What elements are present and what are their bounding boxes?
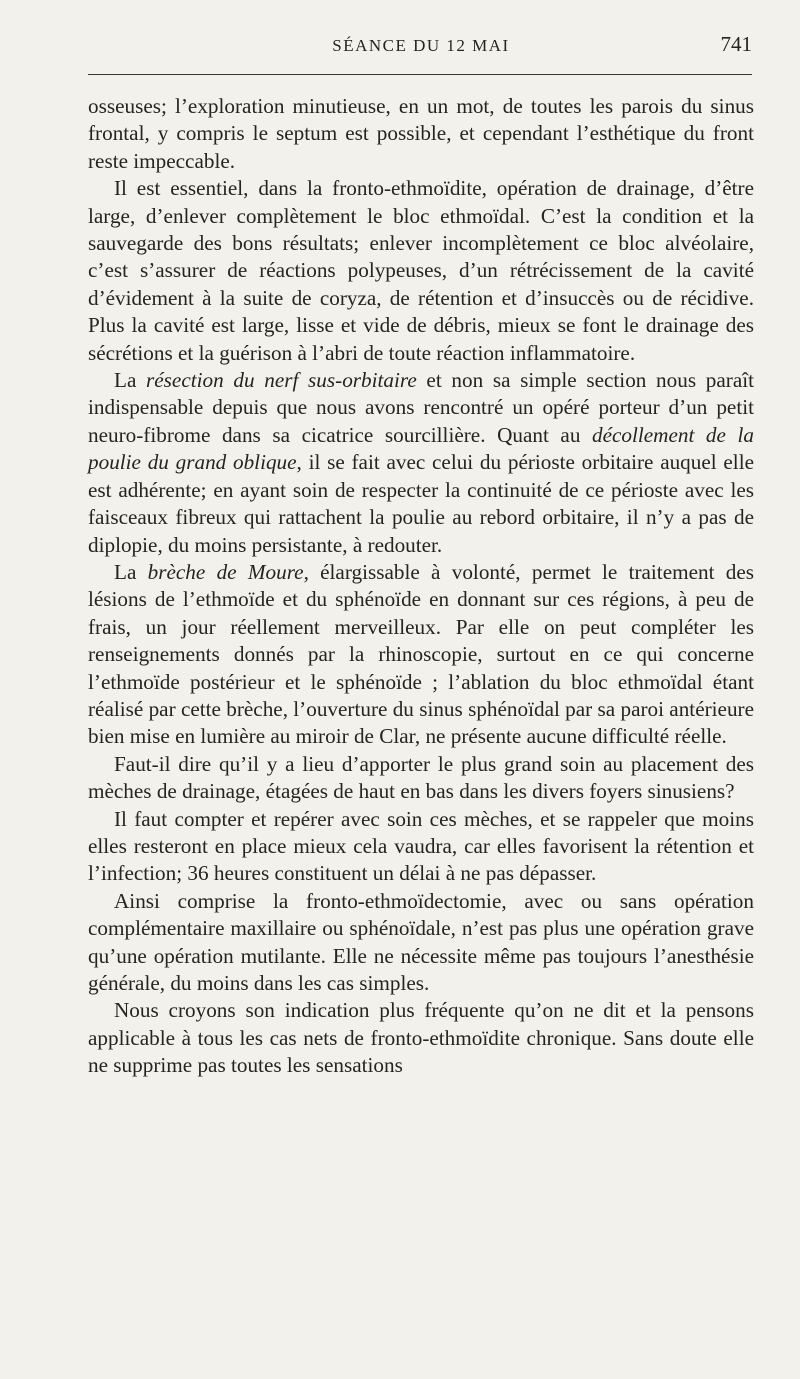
page-number: 741 [720,32,752,56]
paragraph [88,751,754,806]
text-run: et non sa simple section nous paraît indispensable depuis que nous avons rencontré un opéré porteur d’un petit neuro-fibrome dans sa cicatrice sourcillière. Quant au [88,368,754,447]
text-run: osseuses; l’exploration minutieuse, en un mot, de toutes les parois du sinus frontal, y compris le septum est possible, et cependant l’esthétique du front reste impeccable. [88,94,754,173]
text-run: Faut-il dire qu’il y a lieu d’apporter le plus grand soin au placement des mèches de drainage, étagées de haut en bas dans les divers foyers sinusiens? [88,751,754,804]
paragraph [88,888,754,998]
text-run: , élargissable à volonté, permet le traitement des lésions de l’ethmoïde et du sphénoïde en donnant sur ces régions, à peu de frais, un jour réellement merveilleux. Par elle on peut compléter les renseignements donnés par la rhinoscopie, surtout en ce qui concerne l’ethmoïde postérieur et le sphénoïde ; l’ablation du bloc ethmoïdal étant réalisé par cette brèche, l’ouverture du sinus sphénoïdal par sa paroi antérieure bien mise en lumière au miroir de Clar, ne présente aucune difficulté réelle. [88,559,754,749]
text-run: Il est essentiel, dans la fronto-ethmoïdite, opération de drainage, d’être large, d’enlever complètement le bloc ethmoïdal. C’est la condition et la sauvegarde des bons résultats; enlever incomplètement ce bloc alvéolaire, c’est s’assurer de réactions polypeuses, d’un rétrécissement de la cavité d’évidement à la suite de coryza, de rétention et d’insuccès ou de récidive. Plus la cavité est large, lisse et vide de débris, mieux se font le drainage des sécrétions et la guérison à l’abri de toute réaction inflammatoire. [88,176,754,365]
paragraph [88,93,754,175]
running-title: SÉANCE DU 12 MAI [332,36,510,55]
italic-term: décollement de la poulie du grand oblique [88,422,754,475]
italic-term: brèche de Moure [147,559,304,584]
text-run: Ainsi comprise la fronto-ethmoïdectomie, avec ou sans opération complémentaire maxillaire ou sphénoïdale, n’est pas plus une opération grave qu’une opération mutilante. Elle ne nécessite même pas toujours l’anesthésie générale, du moins dans les cas simples. [88,888,754,995]
header-rule [88,74,752,75]
text-run: Nous croyons son indication plus fréquente qu’on ne dit et la pensons applicable à tous les cas nets de fronto-ethmoïdite chronique. Sans doute elle ne supprime pas toutes les sensations [88,998,754,1078]
paragraph [88,559,754,751]
text-run: Il faut compter et repérer avec soin ces mèches, et se rappeler que moins elles resteront en place mieux cela vaudra, car elles favorisent la rétention et l’infection; 36 heures constituent un délai à ne pas dépasser. [88,806,754,886]
paragraph [88,997,754,1079]
text-run: La [114,368,147,393]
paragraph [88,175,754,367]
paragraph [88,367,754,559]
italic-term: résection du nerf sus-orbitaire [146,368,417,393]
text-run: La [114,559,148,584]
text-run: , il se fait avec celui du périoste orbitaire auquel elle est adhérente; en ayant soin de respecter la continuité de ce périoste avec les faisceaux fibreux qui rattachent la poulie au rebord orbitaire, il n’y a pas de diplopie, du moins persistante, à redouter. [88,450,754,557]
running-header [88,32,754,62]
paragraph [88,806,754,888]
body-text [88,93,754,1080]
